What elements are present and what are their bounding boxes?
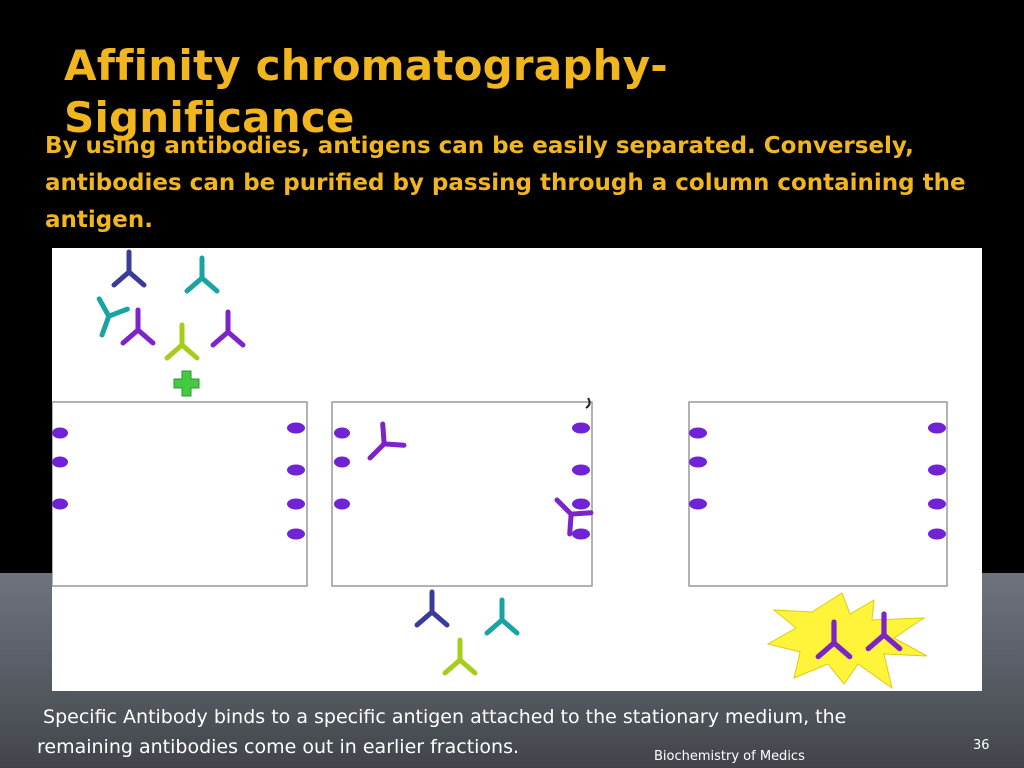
- antigen-bead: [928, 499, 946, 510]
- antibody-purple-icon: [123, 310, 153, 343]
- antigen-bead: [334, 428, 350, 439]
- slide-caption: [37, 702, 957, 762]
- column-1: [52, 402, 307, 586]
- antigen-bead: [287, 423, 305, 434]
- slide-footer: Biochemistry of Medics: [654, 749, 805, 764]
- antigen-bead: [334, 499, 350, 510]
- antigen-bead: [572, 465, 590, 476]
- eluted-antibodies: [417, 592, 517, 673]
- antigen-bead: [928, 529, 946, 540]
- specific-antibodies-burst: [768, 593, 927, 688]
- antigen-bead: [287, 499, 305, 510]
- antibody-teal-icon: [88, 299, 127, 340]
- slide-title: Affinity chromatography- Significance: [64, 41, 668, 142]
- antigen-bead: [689, 428, 707, 439]
- antigen-bead: [52, 457, 68, 468]
- antigen-bead: [52, 499, 68, 510]
- antibody-purple-icon: [213, 312, 243, 345]
- diagram-canvas: [52, 248, 982, 691]
- antigen-bead: [928, 423, 946, 434]
- caption-line-2: remaining antibodies come out in earlier fractions.: [37, 736, 520, 758]
- antigen-bead: [52, 428, 68, 439]
- antibody-teal-icon: [487, 600, 517, 633]
- antigen-bead: [928, 465, 946, 476]
- antibody-mixture-top: [88, 252, 243, 358]
- burst-icon: [768, 593, 927, 688]
- antigen-bead: [572, 529, 590, 540]
- antigen-bead: [572, 499, 590, 510]
- slide-page-number: 36: [973, 738, 990, 753]
- antigen-bead: [287, 529, 305, 540]
- plus-icon: [174, 371, 199, 396]
- antibody-lime-icon: [445, 640, 475, 673]
- antibody-lime-icon: [167, 325, 197, 358]
- column-3: [689, 402, 947, 586]
- antigen-bead: [689, 499, 707, 510]
- antibody-navy-icon: [114, 252, 144, 285]
- antigen-bead: [572, 423, 590, 434]
- affinity-chromatography-diagram: [52, 248, 982, 691]
- antibody-navy-icon: [417, 592, 447, 625]
- antigen-bead: [334, 457, 350, 468]
- antigen-bead: [287, 465, 305, 476]
- caption-line-1: Specific Antibody binds to a specific antigen attached to the stationary medium, the: [43, 706, 847, 728]
- slide-subtitle: By using antibodies, antigens can be easily separated. Conversely, antibodies can be purified by passing through a column containing the antigen.: [45, 133, 966, 233]
- antigen-bead: [689, 457, 707, 468]
- antibody-teal-icon: [187, 258, 217, 291]
- column-2: [332, 398, 592, 586]
